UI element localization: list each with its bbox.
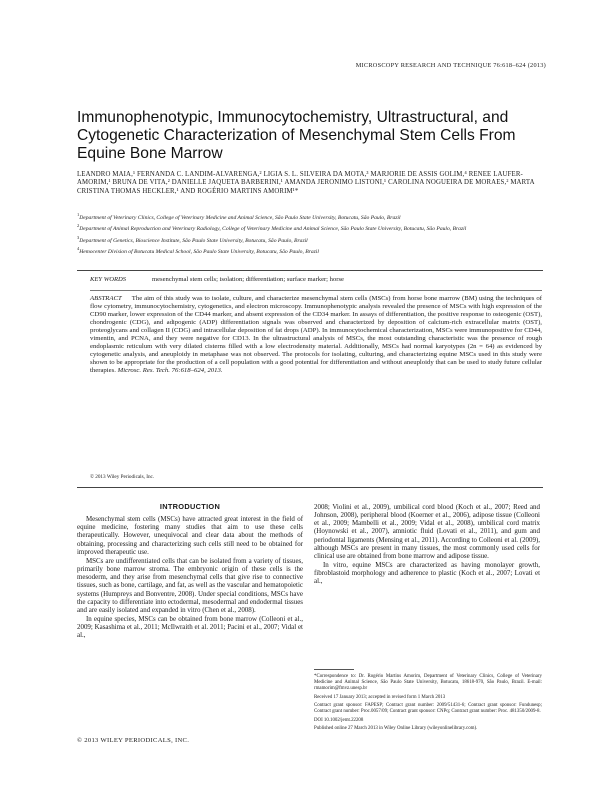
left-column — [77, 503, 303, 641]
footnote-grants: Contract grant sponsor: FAPESP; Contract grant number: 2009/51431-6; Contract grant sponsor: Fundunesp; Contract grant number: Proc.0057/09; Contract grant sponsor: CNPq; Contract grant number: Proc. 481350/2009-8. — [314, 703, 542, 715]
divider-rule — [90, 290, 542, 291]
running-head: MICROSCOPY RESEARCH AND TECHNIQUE 76:618–624 (2013) — [355, 62, 546, 69]
article-title: Immunophenotypic, Immunocytochemistry, Ultrastructural, and Cytogenetic Characterization of Mesenchymal Stem Cells From Equine Bone Marrow — [77, 109, 516, 163]
divider-rule — [77, 270, 543, 271]
footnote-received: Received 17 January 2013; accepted in revised form 1 March 2013 — [314, 694, 446, 700]
keywords-label: KEY WORDS — [90, 276, 127, 283]
footer-copyright: © 2013 WILEY PERIODICALS, INC. — [77, 737, 190, 744]
body-paragraph: Mesenchymal stem cells (MSCs) have attracted great interest in the field of equine medicine, fostering many studies that aim to use these cells therapeutically. However, unequivocal and clear data about the methods of obtaining, processing and characterizing such cells still need to be obtained for improved therapeutic use. — [77, 515, 303, 556]
affiliation-2: $^2$Department of Animal Reproduction and Veterinary Radiology, College of Veterinary Medicine and Animal Science, São Paulo State University, Botucatu, São Paulo, Brazil — [77, 223, 467, 233]
body-paragraph: MSCs are undifferentiated cells that can be isolated from a variety of tissues, primarily bone marrow stroma. The embryonic origin of these cells is the mesoderm, and they arise from mesenchymal cells that give rise to connective tissues, such as bone, cartilage, and fat, as well as the vascular and hematopoietic systems (Humpreys and Bonventre, 2008). Under special conditions, MSCs have the capacity to differentiate into ectodermal, mesodermal and endodermal tissues and are easily isolated and expanded in vitro (Chen et al., 2008). — [77, 556, 303, 614]
affiliation-3: $^3$Department of Genetics, Bioscience Institute, São Paulo State University, Botucatu, São Paulo, Brazil — [77, 234, 308, 244]
abstract-citation: Microsc. Res. Tech. 76:618–624, 2013. — [117, 367, 223, 375]
affiliations — [77, 212, 547, 257]
divider-rule — [77, 487, 543, 488]
body-paragraph: 2008; Violini et al., 2009), umbilical cord blood (Koch et al., 2007; Reed and Johnson, 2008), peripheral blood (Koerner et al., 2006), adipose tissue (Colleoni et al., 2009; Mambelli et al., 2009; Vidal et al., 2008), umbilical cord matrix (Hoynowski et al., 2007), amniotic fluid (Lovati et al., 2011), and gum and periodontal ligaments (Mensing et al., 2011). According to Colleoni et al. (2009), although MSCs are present in many tissues, the most commonly used cells for clinical use are obtained from bone marrow and adipose tissue. — [314, 503, 540, 560]
footnote-published: Published online 27 March 2013 in Wiley Online Library (wileyonlinelibrary.com). — [314, 726, 478, 732]
keywords-text: mesenchymal stem cells; isolation; differentiation; surface marker; horse — [152, 276, 344, 283]
right-column — [314, 503, 540, 587]
footnotes — [314, 674, 542, 735]
footnote-doi: DOI 10.1002/jemt.22208 — [314, 717, 364, 723]
body-paragraph: In vitro, equine MSCs are characterized as having monolayer growth, fibroblastoid morphology and adherence to plastic (Koch et al., 2007; Lovati et al., — [314, 561, 540, 586]
author-list: LEANDRO MAIA,¹ FERNANDA C. LANDIM-ALVARENGA,² LIGIA S. L. SILVEIRA DA MOTA,³ MARJORIE DE ASSIS GOLIM,⁴ RENEE LAUFER-AMORIM,¹ BRUNA DE VITA,² DANIELLE JAQUETA BARBERINI,¹ AMANDA JERONIMO LISTONI,¹ CAROLINA NOGUEIRA DE MORAES,² MARTA CRISTINA THOMAS HECKLER,¹ AND ROGÉRIO MARTINS AMORIM¹* — [77, 171, 535, 195]
keywords — [90, 276, 540, 284]
affiliation-1: $^1$Department of Veterinary Clinics, College of Veterinary Medicine and Animal Science, São Paulo State University, Botucatu, São Paulo, Brazil — [77, 212, 401, 221]
copyright-notice: © 2013 Wiley Periodicals, Inc. — [90, 474, 155, 480]
affiliation-4: $^4$Hemocenter Division of Botucatu Medical School, São Paulo State University, Botucatu, São Paulo, Brazil — [77, 246, 319, 255]
footnote-correspondence: *Correspondence to: Dr. Rogério Martins Amorim, Department of Veterinary Clinics, College of Veterinary Medicine and Animal Science, São Paulo State University, Botucatu, 18618-970, São Paulo, Brazil. E-mail: rmamorim@fmvz.unesp.br — [314, 674, 542, 692]
abstract-text: The aim of this study was to isolate, culture, and characterize mesenchymal stem cells (MSCs) from horse bone marrow (BM) using the techniques of flow cytometry, immunocytochemistry, cytogenetics, and electron microscopy. Immunophenotypic analysis revealed the presence of MSCs with high expression of the CD90 marker, lower expression of the CD44 marker, and absent expression of the CD34 marker. In assays of differentiation, the positive response to osteogenic (OST), chondrogenic (CDG), and adipogenic (ADP) differentiation signals was observed and characterized by deposition of calcium-rich extracellular matrix (OST), proteoglycans and collagen II (CDG) and intracellular deposition of fat drops (ADP). In immunocytochemical characterization, MSCs were immunopositive for CD44, vimentin, and PCNA, and they were negative for CD13. In the ultrastructural analysis of MSCs, the most outstanding characteristic was the presence of rough endoplasmic reticulum with very dilated cisterns filled with a low electrodensity material. Additionally, MSCs had normal karyotypes (2n = 64) as evidenced by cytogenetic analysis, and aneuploidy in metaphase was not observed. The protocols for isolating, culturing, and characterizing equine MSCs used in this study were shown to be appropriate for the production of a cell population with a good potential for differentiation and without aneuploidy that can be used to study future cellular therapies. — [90, 295, 542, 375]
footnote-rule — [314, 669, 354, 670]
abstract-label: ABSTRACT — [90, 295, 122, 302]
section-heading-introduction: INTRODUCTION — [159, 502, 221, 511]
body-paragraph: In equine species, MSCs can be obtained from bone marrow (Colleoni et al., 2009; Kasashima et al., 2011; McIlwraith et al. 2011; Pacini et al., 2007; Vidal et al., — [77, 615, 303, 640]
abstract — [90, 295, 542, 375]
